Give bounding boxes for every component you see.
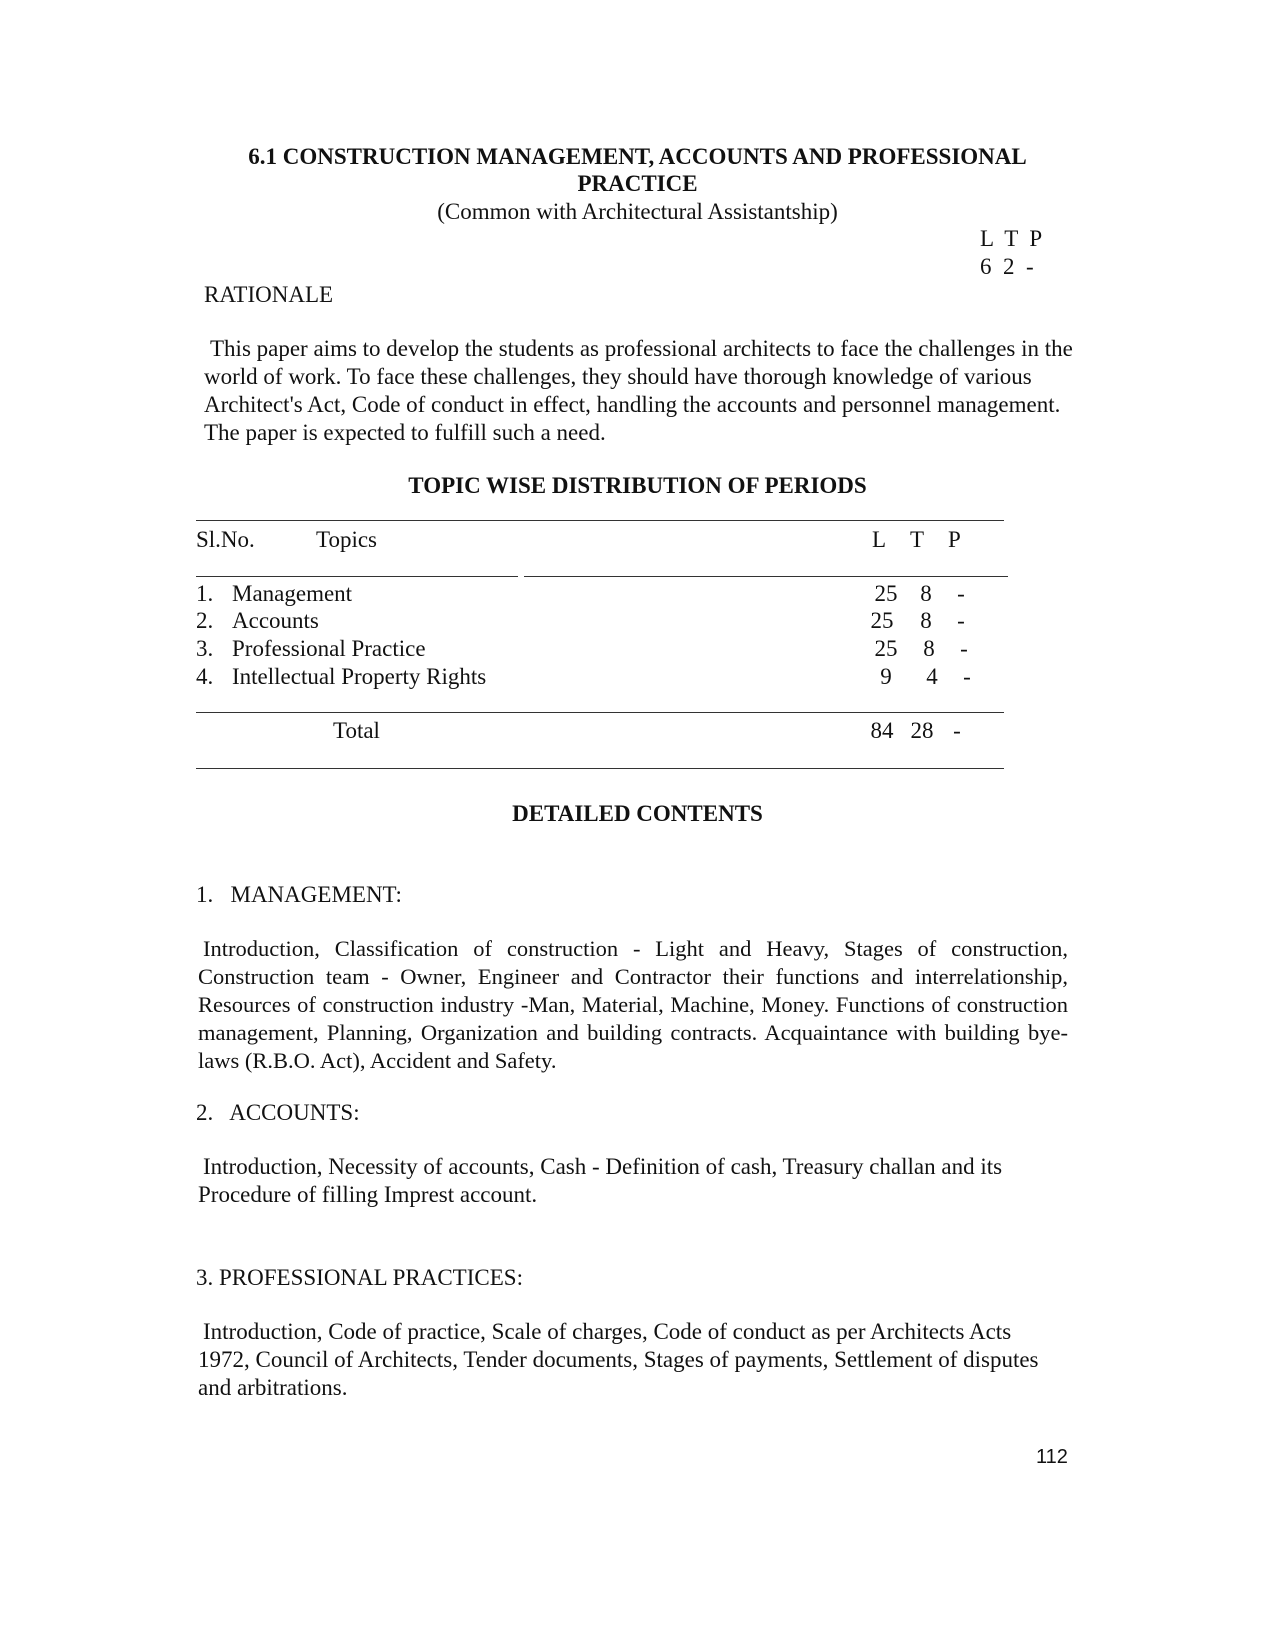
row-t: 8: [920, 581, 932, 606]
row-topic: Management: [232, 581, 353, 606]
col-t-header: T: [910, 527, 925, 552]
row-p: -: [957, 581, 965, 606]
rationale-text: This paper aims to develop the students as professional architects to face the challenges in the world of work. To face these challenges, they should have thorough knowledge of various Architect's Act, Code of conduct in effect, handling the accounts and personnel management. The paper is expected to fulfill such a need.: [204, 336, 1073, 445]
row-topic: Professional Practice: [232, 636, 426, 661]
row-t: 8: [923, 636, 935, 661]
table-rule-top: [196, 520, 1004, 521]
row-topic: Intellectual Property Rights: [232, 664, 487, 689]
col-l-header: L: [872, 527, 887, 552]
col-topics-header: Topics: [316, 527, 377, 552]
total-label: Total: [333, 718, 380, 743]
section-text-professional-practices: Introduction, Code of practice, Scale of charges, Code of conduct as per Architects Acts 1972, Council of Architects, Tender documents, Stages of payments, Settlement of disputes and arbitrations.: [198, 1319, 1039, 1400]
total-p: -: [953, 718, 961, 743]
section-title-accounts: 2. ACCOUNTS:: [196, 1100, 360, 1125]
section-title-management: 1. MANAGEMENT:: [196, 882, 402, 907]
ltp-values: 6 2 -: [980, 254, 1034, 279]
page-number: 112: [1036, 1446, 1068, 1468]
document-title-line2: PRACTICE: [577, 171, 698, 196]
rationale-heading: RATIONALE: [204, 282, 334, 307]
section-title-professional-practices: 3. PROFESSIONAL PRACTICES:: [196, 1265, 523, 1290]
row-l: 25: [874, 636, 898, 661]
row-l: 25: [874, 581, 898, 606]
row-number: 1.: [196, 581, 214, 606]
table-rule-header-left: [196, 576, 518, 577]
col-p-header: P: [948, 527, 961, 552]
row-number: 3.: [196, 636, 214, 661]
section-text-management: Introduction, Classification of construction - Light and Heavy, Stages of construction, Construction team - Owner, Engineer and Contractor their functions and interrelationship, Resources of construction industry -Man, Material, Machine, Money. Functions of construction management, Planning, Organization and building contracts. Acquaintance with building bye-laws (R.B.O. Act), Accident and Safety.: [198, 936, 1068, 1073]
detailed-heading: DETAILED CONTENTS: [512, 801, 763, 826]
ltp-labels: L T P: [980, 226, 1043, 251]
row-p: -: [957, 608, 965, 633]
total-l: 84: [870, 718, 894, 743]
row-p: -: [963, 664, 971, 689]
row-t: 4: [926, 664, 938, 689]
document-title-line1: 6.1 CONSTRUCTION MANAGEMENT, ACCOUNTS AND PROFESSIONAL: [248, 144, 1027, 169]
document-subtitle: (Common with Architectural Assistantship): [437, 199, 838, 224]
col-slno-header: Sl.No.: [196, 527, 255, 552]
row-t: 8: [920, 608, 932, 633]
total-t: 28: [910, 718, 934, 743]
section-text-accounts: Introduction, Necessity of accounts, Cash - Definition of cash, Treasury challan and its Procedure of filling Imprest account.: [198, 1154, 1003, 1207]
row-p: -: [960, 636, 968, 661]
row-number: 2.: [196, 608, 214, 633]
table-rule-header-right: [524, 576, 1008, 577]
distribution-heading: TOPIC WISE DISTRIBUTION OF PERIODS: [408, 473, 867, 498]
table-rule-total: [196, 712, 1004, 713]
row-topic: Accounts: [232, 608, 319, 633]
table-rule-bottom: [196, 768, 1004, 769]
row-number: 4.: [196, 664, 214, 689]
row-l: 25: [870, 608, 894, 633]
row-l: 9: [880, 664, 892, 689]
